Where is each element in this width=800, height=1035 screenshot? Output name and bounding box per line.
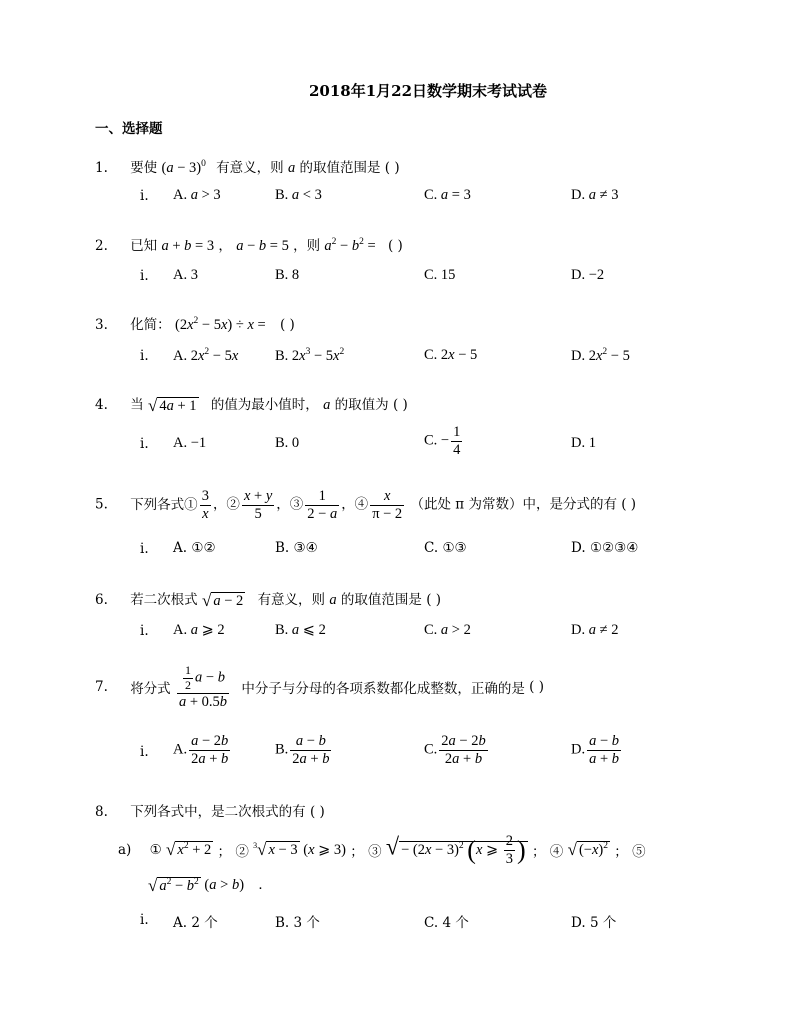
question-6: 6. 若二次根式 √ a − 2 有意义，则 a 的取值范围是 ( )	[95, 590, 442, 610]
option-d: D. 1	[571, 435, 596, 451]
sub-label: i.	[140, 541, 149, 557]
question-number: 8.	[95, 804, 108, 820]
question-number: 5.	[95, 496, 108, 513]
option-c: C. $\frac{2a - 2b}{2a + b}$	[424, 733, 486, 767]
option-a: A. a > 3	[173, 187, 221, 203]
question-number: 7.	[95, 679, 108, 696]
math-expression: a − b = 5	[236, 238, 289, 254]
question-text: 要使	[130, 160, 158, 176]
math-expression: $a^2 - b^2$ =	[324, 237, 376, 254]
question-text: 有意义，则	[216, 160, 284, 176]
option-a: A. $2x^2 - 5x$	[173, 347, 239, 364]
option-d: D. −2	[571, 267, 605, 283]
option-b: B. 8	[275, 267, 300, 283]
fraction: $\frac{1}{2 - a}$	[307, 488, 338, 522]
option-d: D. ①②③④	[571, 540, 639, 556]
option-b: B. ③④	[275, 540, 318, 556]
question-text: 下列各式①	[130, 496, 198, 513]
answer-blank: ( )	[387, 238, 403, 254]
question-text: 当	[130, 397, 144, 413]
math-expression: √ a − 2	[201, 590, 244, 610]
sub-label: i.	[140, 268, 149, 284]
answer-blank: ( )	[384, 160, 400, 176]
math-expression: √ − $(2x - 3)^2$ (x ⩾ $\frac{2}{3}$ )	[385, 833, 526, 867]
math-expression: √ 4a + 1	[147, 395, 197, 415]
question-text: （此处 π 为常数）中，是分式的有	[410, 496, 617, 513]
math-expression: √ $x^2 + 2$	[166, 840, 212, 860]
option-c: C. 4 个	[424, 915, 469, 931]
question-7	[95, 664, 544, 710]
answer-blank: ( )	[279, 317, 295, 333]
math-expression: $(a - 3)^0$	[161, 159, 206, 176]
option-a: A. ①②	[173, 540, 216, 556]
question-number: 3.	[95, 317, 108, 333]
question-number: 6.	[95, 592, 108, 608]
option-b: B. $\frac{a - b}{2a + b}$	[275, 733, 330, 767]
question-text: 有意义，则	[257, 592, 326, 608]
sub-label: i.	[140, 744, 149, 760]
sub-label: i.	[140, 623, 149, 639]
option-d: D. $2x^2 - 5$	[571, 347, 630, 364]
option-a: A. −1	[173, 435, 207, 451]
fraction: $\frac{x + y}{5}$	[243, 488, 273, 522]
section-heading: 一、选择题	[95, 121, 163, 137]
question-text: 若二次根式	[130, 592, 198, 608]
sub-label: a)	[118, 842, 132, 859]
question-4: 4. 当 √ 4a + 1 的值为最小值时， a 的取值为 ( )	[95, 395, 408, 415]
sub-label: i.	[140, 348, 149, 364]
option-c: C. ①③	[424, 540, 467, 556]
option-c: C. 15	[424, 267, 456, 283]
option-b: B. 3 个	[275, 915, 320, 931]
answer-blank: ( )	[426, 592, 442, 608]
math-expression: √ $a^2 - b^2$	[148, 875, 199, 895]
question-8	[95, 800, 325, 820]
sub-label: i.	[140, 912, 149, 928]
question-text: 的值为最小值时，	[210, 397, 319, 413]
question-text: ，则	[293, 238, 321, 254]
option-a: A. 2 个	[173, 915, 218, 931]
option-d: D. a ≠ 2	[571, 622, 619, 638]
sub-label: i.	[140, 188, 149, 204]
question-5: 5. 下列各式① $\frac{3}{x}$ ，② $\frac{x + y}{5}$ ，③ $\frac{1}{2 - a}$ ，④ $\frac{x}{\pi - 2}$ （此处 π 为常数）中，是分式的有 ( )	[95, 488, 637, 522]
option-d: D. a ≠ 3	[571, 187, 619, 203]
option-c: C. − $\frac{1}{4}$	[424, 424, 461, 458]
option-c: C. a > 2	[424, 622, 471, 638]
option-b: B. a < 3	[275, 187, 322, 203]
fraction: $\frac{3}{x}$	[201, 488, 209, 522]
option-c: C. a = 3	[424, 187, 471, 203]
math-expression: a + b = 3	[161, 238, 215, 254]
question-text: 的取值范围是	[299, 160, 381, 176]
question-text: 中分子与分母的各项系数都化成整数，正确的是	[241, 681, 525, 698]
question-number: 1.	[95, 160, 108, 176]
answer-blank: ( )	[309, 804, 325, 820]
answer-blank: ( )	[529, 679, 544, 696]
math-expression: $(2x^2 - 5x) \div x$ =	[174, 316, 266, 333]
option-a: A. a ⩾ 2	[173, 622, 225, 638]
option-b: B. $2x^3 - 5x^2$	[275, 347, 345, 364]
fraction: $\frac{1}{2}$ a − b a + 0.5b	[178, 663, 228, 710]
option-d: D. 5 个	[571, 915, 617, 931]
question-text: 将分式	[130, 681, 171, 698]
option-d: D. $\frac{a - b}{a + b}$	[571, 733, 620, 767]
option-b: B. a ⩽ 2	[275, 622, 326, 638]
option-c: C. 2x − 5	[424, 347, 478, 363]
q8-expressions-line2: √ $a^2 - b^2$ (a > b) ．	[148, 875, 272, 895]
fraction: $\frac{x}{\pi - 2}$	[372, 488, 403, 522]
option-b: B. 0	[275, 435, 300, 451]
question-number: 4.	[95, 397, 108, 413]
question-text: 下列各式中，是二次根式的有	[130, 804, 306, 820]
question-text: 的取值范围是	[340, 592, 422, 608]
question-text: 的取值为	[334, 397, 389, 413]
option-a: A. $\frac{a - 2b}{2a + b}$	[173, 733, 229, 767]
page-title: 2018年1月22日数学期末考试试卷	[309, 82, 548, 100]
sub-label: i.	[140, 436, 149, 452]
question-3	[95, 313, 295, 334]
option-a: A. 3	[173, 267, 198, 283]
question-text: 化简：	[130, 317, 171, 333]
question-number: 2.	[95, 238, 108, 254]
math-expression: $^3$√ x − 3 (x ⩾ 3)	[253, 840, 346, 860]
question-1: 1. 要使 $(a - 3)^0$ 有意义，则 a 的取值范围是 ( )	[95, 159, 400, 176]
answer-blank: ( )	[392, 397, 408, 413]
question-text: 已知	[130, 238, 158, 254]
q8-expressions-line1: a) ① √ $x^2 + 2$ ； ② $^3$√ x − 3 (x ⩾ 3) ； ③ √ − $(2x - 3)^2$ (x ⩾ $\frac{2}{3}$ ) ； ④ √ $(-x)^2$ ； ⑤	[118, 833, 646, 867]
math-expression: √ $(-x)^2$	[567, 840, 608, 860]
answer-blank: ( )	[621, 496, 637, 513]
question-2: 2. 已知 a + b = 3 ， a − b = 5 ，则 $a^2 - b^2$ = ( )	[95, 237, 403, 254]
